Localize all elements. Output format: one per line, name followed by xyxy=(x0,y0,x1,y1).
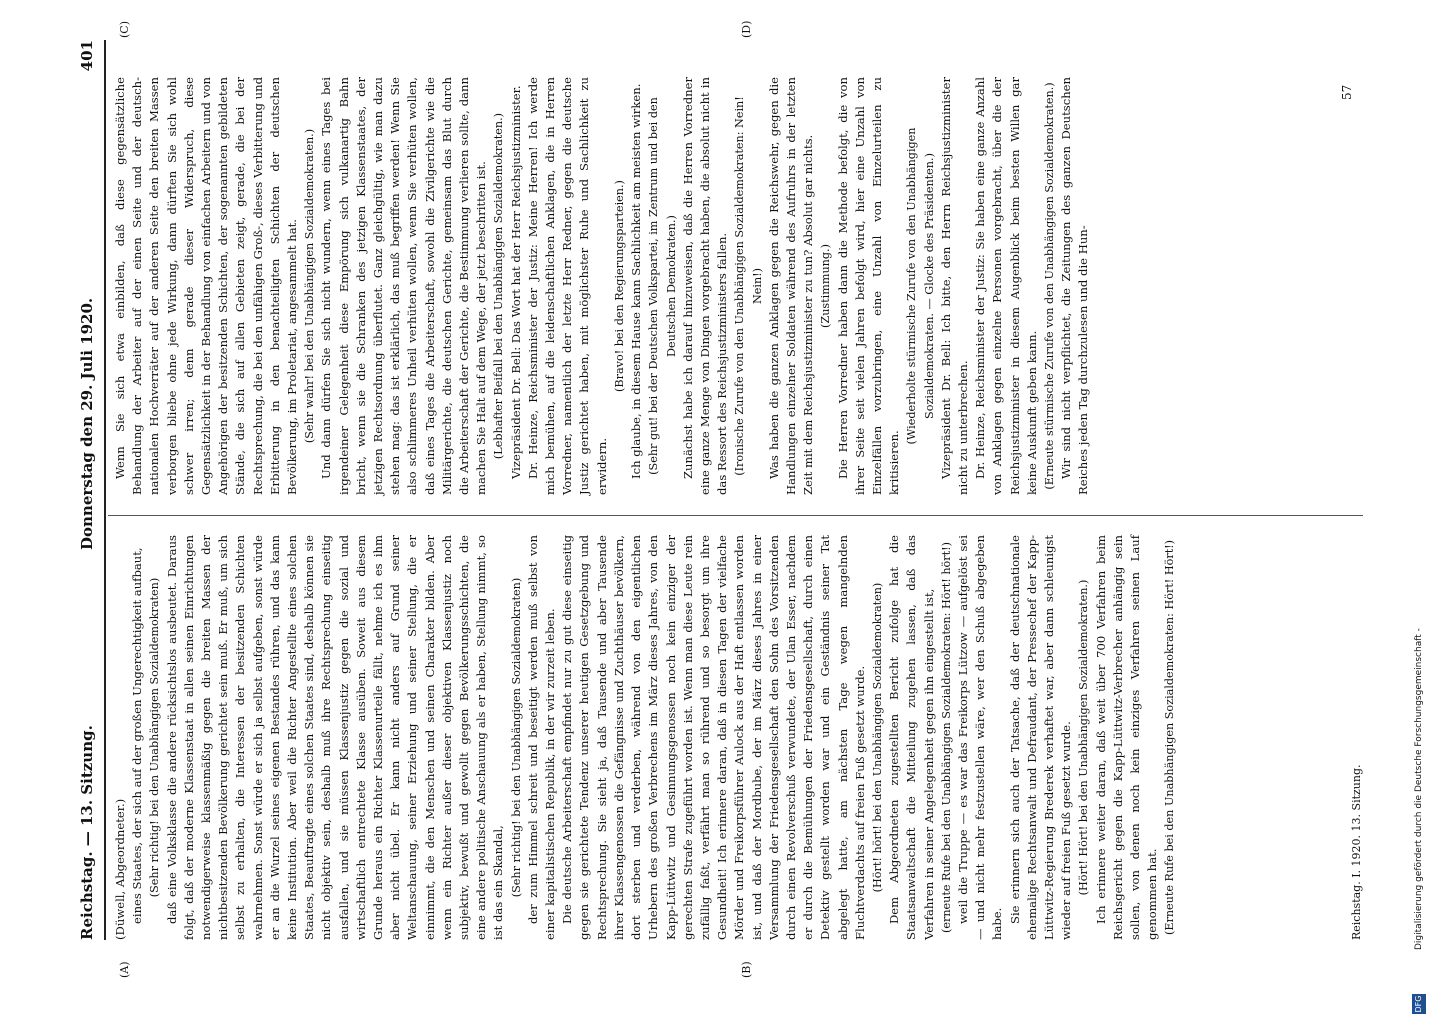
paragraph: daß eine Volksklasse die andere rücksichtslos ausbeutet. Daraus folgt, daß der moderne Klassenstaat in allen seinen Einrichtungen notwendigerweise klassenmäßig gegen die breiten Massen der nichtbesitzenden Bevölkerung gerichtet sein muß. Er muß, um sich selbst zu erhalten, die Interessen der besitzenden Schichten wahrnehmen. Sonst würde er sich ja selbst aufgeben, sonst würde er an die Wurzel seines eigenen Bestandes rühren, und das kann keine Institution. Aber weil die Richter Angestellte eines solchen Staates, Beauftragte eines solchen Staates sind, deshalb können sie nicht objektiv sein, deshalb muß ihre Rechtsprechung einseitig ausfallen, und sie müssen Klassenjustiz gegen die sozial und wirtschaftlich entrechtete Klasse ausüben. Soweit aus diesem Grunde heraus ein Richter Klassenurteile fällt, nehme ich es ihm aber nicht übel. Er kann nicht anders auf Grund seiner Weltanschauung, seiner Erziehung und seiner Stellung, die er einnimmt, die den Menschen und seinen Charakter bilden. Aber wenn ein Richter außer dieser objektiven Klassenjustiz noch subjektiv, bewußt und gewollt gegen Bevölkerungsschichten, die eine andere politische Anschauung als er haben, Stellung nimmt, so ist das ein Skandal, xyxy=(164,535,506,940)
interjection: (Ironische Zurufe von den Unabhängigen Sozialdemokraten: Nein! Nein!) xyxy=(733,96,764,476)
interjection: (Sehr wahr! bei den Unabhängigen Sozialdemokraten.) xyxy=(303,128,317,444)
page-number: 401 xyxy=(78,40,96,72)
footer-sheet-number: 57 xyxy=(1340,84,1354,100)
margin-mark-b: (B) xyxy=(740,961,753,978)
digitization-note: Digitalisierung gefördert durch die Deutsche Forschungsgemeinschaft - xyxy=(1414,628,1424,950)
right-column xyxy=(112,77,1093,495)
interjection: (Sehr richtig! bei den Unabhängigen Sozialdemokraten) xyxy=(148,577,162,898)
paragraph: Ich erinnere weiter daran, daß weit über 700 Verfahren beim Reichsgericht gegen die Kapp-Lüttwitz-Verbrecher anhängig sein sollen, von denen noch kein einziges Verfahren seinen Lauf genommen hat. xyxy=(1093,535,1160,940)
left-column xyxy=(112,535,1179,940)
interjection: (Zustimmung.) xyxy=(819,244,833,328)
header-rule xyxy=(104,40,106,940)
paragraph: eines Staates, der sich auf der großen Ungerechtigkeit aufbaut, xyxy=(130,547,145,924)
dfg-logo: DFG xyxy=(1412,994,1426,1014)
margin-mark-d: (D) xyxy=(740,20,753,38)
paragraph: Wenn Sie sich etwa einbilden, daß diese gegensätzliche Behandlung der Arbeiter auf der einen Seite und der deutsch-nationalen Hochverräter auf der anderen Seite den breiten Massen verborgen bliebe ohne jede Wirkung, dann dürften Sie sich wohl schwer irren; denn gerade dieser Widerspruch, diese Gegensätzlichkeit in der Behandlung von einfachen Arbeitern und von Angehörigen der besitzenden Schichten, der sogenannten gebildeten Stände, die sich auf allen Gebieten zeigt, gerade, die bei der Rechtsprechung, die bei den unfähigen Groß-, dieses Verbitterung und Erbitterung in den benachteiligten Schichten der deutschen Bevölkerung, im Proletariat, angesammelt hat. xyxy=(113,77,300,495)
interjection: (Erneute Rufe bei den Unabhängigen Sozialdemokraten: Hört! Hört!) xyxy=(1163,539,1177,936)
paragraph: Vizepräsident Dr. Bell: Das Wort hat der Herr Reichsjustizminister. xyxy=(508,85,523,479)
interjection: (Bravo! bei den Regierungsparteien.) xyxy=(612,180,626,392)
header-date: Donnerstag den 29. Juli 1920. xyxy=(78,297,96,550)
paragraph: Zunächst habe ich darauf hinzuweisen, daß die Herren Vorredner eine ganze Menge von Dingen vorgebracht haben, die absolut nicht in das Ressort des Reichsjustizministers fallen. xyxy=(680,77,730,495)
interjection: (Lebhafter Beifall bei den Unabhängigen Sozialdemokraten.) xyxy=(492,112,506,460)
paragraph: Dr. Heinze, Reichsminister der Justiz: Meine Herren! Ich werde mich bemühen, auf die leidenschaftlichen Anklagen, die in Herren Vorredner, namentlich der letzte Herr Redner, gegen die deutsche Justiz gerichtet haben, mit möglichster Ruhe und Sachlichkeit zu erwidern. xyxy=(525,77,609,495)
paragraph: Dr. Heinze, Reichsminister der Justiz: Sie haben eine ganze Anzahl von Anklagen gegen einzelne Personen vorgebracht, über die der Reichsjustizminister in diesem Augenblick beim besten Willen gar keine Auskunft geben kann. xyxy=(973,77,1039,495)
margin-mark-c: (C) xyxy=(118,21,131,38)
paragraph: weil die Truppe — es war das Freikorps Lützow — aufgelöst sei — und nicht mehr festzustellen wäre, wer den Schuß abgegeben habe. xyxy=(955,535,1005,940)
paragraph: Wir sind nicht verpflichtet, die Zeitungen des ganzen Deutschen Reiches jeden Tag durchzulesen und die Hun- xyxy=(1059,77,1091,495)
paragraph: Die deutsche Arbeiterschaft empfindet nur zu gut diese einseitig gegen sie gerichtete Tendenz unserer heutigen Gesetzgebung und Rechtsprechung. Sie sieht ja, daß Tausende und aber Tausende ihrer Klassengenossen die Gefängnisse und Zuchthäuser bevölkern, dort sterben und verderben, während von den eigentlichen Urhebern des großen Verbrechens im März dieses Jahres, von den Kapp-Lüttwitz und Gesinnungsgenossen noch kein einziger der gerechten Strafe zugeführt worden ist. Wenn man diese Leute rein zufällig faßt, verfährt man so rührend und so besorgt um ihre Gesundheit! Ich erinnere daran, daß in diesen Tagen der vielfache Mörder und Freikorpsführer Aulock aus der Haft entlassen worden ist, und daß der Mordbube, der im März dieses Jahres in einer Versammlung der Friedensgesellschaft den Sohn des Vorsitzenden durch einen Revolverschuß verwundete, der Ulan Esser, nachdem er durch die Bemühungen der Friedensgesellschaft, durch einen Detektiv gestellt worden war und ein Geständnis seiner Tat abgelegt hatte, am nächsten Tage wegen mangelnden Fluchtverdachts auf freien Fuß gesetzt wurde. xyxy=(560,535,867,940)
footer-imprint: Reichstag. I. 1920. 13. Sitzung. xyxy=(1350,764,1363,940)
margin-mark-a: (A) xyxy=(118,961,131,978)
paragraph: Was haben die ganzen Anklagen gegen die Reichswehr, gegen die Handlungen einzelner Soldaten während des Aufruhrs in der letzten Zeit mit dem Reichsjustizminister zu tun? Absolut gar nichts. xyxy=(766,77,816,495)
column-divider xyxy=(108,515,1363,516)
paragraph: Ich glaube, in diesem Hause kann Sachlichkeit am meisten wirken. xyxy=(629,83,644,479)
paragraph: Sie erinnern sich auch der Tatsache, daß der deutschnationale ehemalige Rechtsanwalt und Defraudant, der Pressechef der Kapp-Lüttwitz-Regierung Brederek verhaftet war, aber dann schleunigst wieder auf freien Fuß gesetzt wurde. xyxy=(1007,535,1074,940)
interjection: (Sehr richtig! bei den Unabhängigen Sozialdemokraten) xyxy=(509,577,523,898)
interjection: (Wiederholte stürmische Zurufe von den Unabhängigen Sozialdemokraten. — Glocke des Präsidenten.) xyxy=(905,127,936,445)
interjection: (erneute Rufe bei den Unabhängigen Sozialdemokraten: Hört! hört!) xyxy=(939,542,953,933)
header-session: Reichstag. — 13. Sitzung. xyxy=(78,725,96,940)
page-header xyxy=(78,40,104,940)
paragraph: Und dann dürfen Sie sich nicht wundern, wenn eines Tages bei irgendeiner Gelegenheit diese Empörung sich vulkanartig Bahn bricht, wenn sie die Schranken des jetzigen Klassenstaates, der jetzigen Rechtsordnung überflutet. Ganz gleichgültig, wie man dazu stehen mag: das ist erklärlich, das muß begriffen werden! Wenn Sie also schlimmeres Unheil verhüten wollen, wenn Sie verhüten wollen, daß eines Tages die Arbeiterschaft, sowohl die Zivilgerichte wie die Militärgerichte, die deutschen Gerichte, gemeinsam das Blut durch die Arbeiterschaft der Gerichte, die Bestimmung verlieren sollte, dann machen Sie Halt auf dem Wege, der jetzt beschritten ist. xyxy=(319,77,489,495)
paragraph: Dem Abgeordneten zugestellten Bericht zufolge hat die Staatsanwaltschaft die Mitteilung zugehen lassen, daß das Verfahren in seiner Angelegenheit gegen ihn eingestellt ist, xyxy=(887,535,936,940)
paragraph: Die Herren Vorredner haben dann die Methode befolgt, die von ihrer Seite seit vielen Jahren befolgt wird, hier eine Unzahl von Einzelfällen vorzubringen, eine Unzahl von Einzelurteilen zu kritisieren. xyxy=(835,77,902,495)
interjection: (Erneute stürmische Zurufe von den Unabhängigen Sozialdemokraten.) xyxy=(1042,82,1056,490)
paragraph: der zum Himmel schreit und beseitigt werden muß selbst von einer kapitalistischen Republik, in der wir zurzeit leben. xyxy=(525,535,558,940)
interjection: (Hört! Hört! bei den Unabhängigen Sozialdemokraten.) xyxy=(1077,579,1091,896)
interjection: (Sehr gut! bei der Deutschen Volkspartei, im Zentrum und bei den Deutschen Demokraten.) xyxy=(647,97,678,475)
speaker-line: (Düwell, Abgeordneter.) xyxy=(113,798,127,940)
paragraph: Vizepräsident Dr. Bell: Ich bitte, den Herrn Reichsjustizminister nicht zu unterbrechen. xyxy=(938,77,970,495)
interjection: (Hört! hört! bei den Unabhängigen Sozialdemokraten) xyxy=(870,582,884,893)
